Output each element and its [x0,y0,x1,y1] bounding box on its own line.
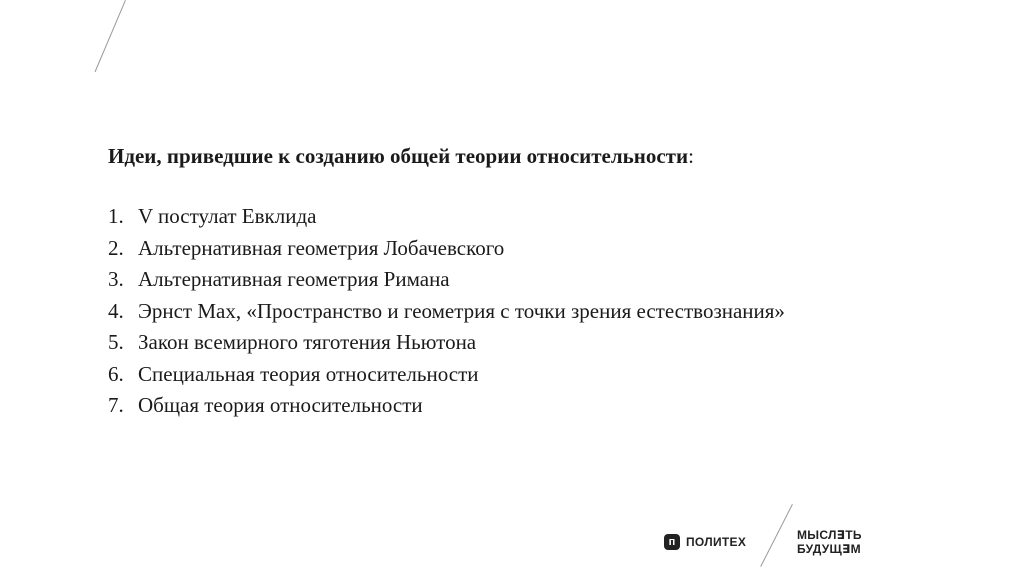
slogan-line-1: МЫСЛ∃ТЬ [797,528,862,542]
slide-heading [108,141,868,171]
list-item-number: 3. [108,267,124,291]
politeh-logo-text: ПОЛИТЕХ [686,535,747,549]
slide-content [108,141,868,422]
list-item-text: Эрнст Мах, «Пространство и геометрия с точки зрения естествознания» [138,298,785,323]
heading-colon: : [688,144,694,168]
list-item [108,390,868,422]
slogan-line-2: БУДУЩ∃М [797,542,861,556]
heading-text: Идеи, приведшие к созданию общей теории относительности [108,144,689,168]
list-item-text: Специальная теория относительности [138,361,479,386]
list-item-number: 4. [108,298,124,323]
politeh-logo [664,534,746,550]
list-item-text: Общая теория относительности [138,393,423,417]
list-item-number: 7. [108,393,124,417]
ideas-list [108,201,868,422]
list-item-text: V постулат Евклида [138,204,317,228]
politeh-logo-mark: п [664,534,680,550]
list-item-text: Закон всемирного тяготения Ньютона [138,330,477,354]
list-item [108,296,868,328]
decorative-slash-top [95,0,126,72]
list-item-number: 1. [108,204,124,228]
slogan-logo [797,528,862,556]
list-item-number: 5. [108,330,124,354]
list-item [108,327,868,359]
list-item-number: 6. [108,361,124,386]
list-item [108,233,868,265]
list-item-text: Альтернативная геометрия Римана [138,267,450,291]
list-item-text: Альтернативная геометрия Лобачевского [138,235,505,260]
list-item [108,359,868,391]
list-item-number: 2. [108,235,124,260]
decorative-slash-bottom [760,504,793,567]
list-item [108,201,868,233]
list-item [108,264,868,296]
